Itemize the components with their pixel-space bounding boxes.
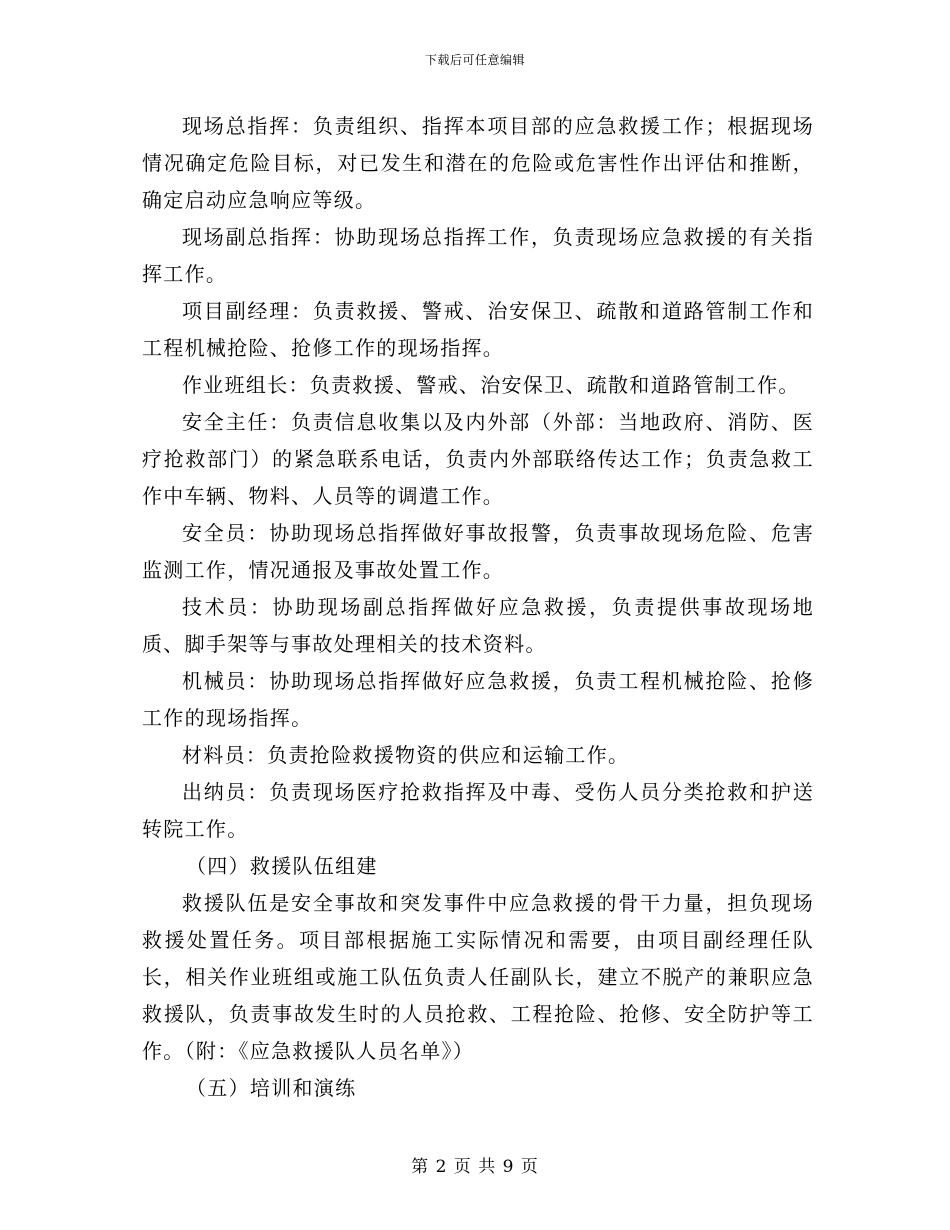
paragraph-deputy-commander: 现场副总指挥：协助现场总指挥工作，负责现场应急救援的有关指挥工作。 bbox=[142, 225, 814, 286]
paragraph-safety-officer: 安全员：协助现场总指挥做好事故报警，负责事故现场危险、危害监测工作，情况通报及事故处置工作。 bbox=[142, 521, 814, 582]
paragraph-technician: 技术员：协助现场副总指挥做好应急救援，负责提供事故现场地质、脚手架等与事故处理相关的技术资料。 bbox=[142, 595, 814, 656]
paragraph-materials-officer: 材料员：负责抢险救援物资的供应和运输工作。 bbox=[182, 743, 630, 767]
paragraph-machinery-officer: 机械员：协助现场总指挥做好应急救援，负责工程机械抢险、抢修工作的现场指挥。 bbox=[142, 669, 814, 730]
page-header: 下载后可任意编辑 bbox=[424, 53, 525, 67]
page-number: 第 2 页 共 9 页 bbox=[411, 1157, 539, 1177]
paragraph-team-leader: 作业班组长：负责救援、警戒、治安保卫、疏散和道路管制工作。 bbox=[182, 373, 800, 397]
paragraph-rescue-team: 救援队伍是安全事故和突发事件中应急救援的骨干力量，担负现场救援处置任务。项目部根据施工实际情况和需要，由项目副经理任队长，相关作业班组或施工队伍负责人任副队长，建立不脱产的兼职应急救援队，负责事故发生时的人员抢救、工程抢险、抢修、安全防护等工作。（附：《应急救援队人员名单》） bbox=[142, 891, 814, 1063]
paragraph-deputy-manager: 项目副经理：负责救援、警戒、治安保卫、疏散和道路管制工作和工程机械抢险、抢修工作的现场指挥。 bbox=[142, 299, 814, 360]
section-heading-rescue-team: （四）救援队伍组建 bbox=[186, 854, 378, 878]
paragraph-safety-director: 安全主任：负责信息收集以及内外部（外部：当地政府、消防、医疗抢救部门）的紧急联系电话，负责内外部联络传达工作；负责急救工作中车辆、物料、人员等的调遣工作。 bbox=[142, 410, 814, 508]
section-heading-training: （五）培训和演练 bbox=[186, 1076, 357, 1100]
paragraph-site-commander: 现场总指挥：负责组织、指挥本项目部的应急救援工作；根据现场情况确定危险目标，对已发生和潜在的危险或危害性作出评估和推断，确定启动应急响应等级。 bbox=[142, 114, 814, 212]
paragraph-cashier: 出纳员：负责现场医疗抢救指挥及中毒、受伤人员分类抢救和护送转院工作。 bbox=[142, 780, 814, 841]
document-body bbox=[142, 108, 814, 1107]
